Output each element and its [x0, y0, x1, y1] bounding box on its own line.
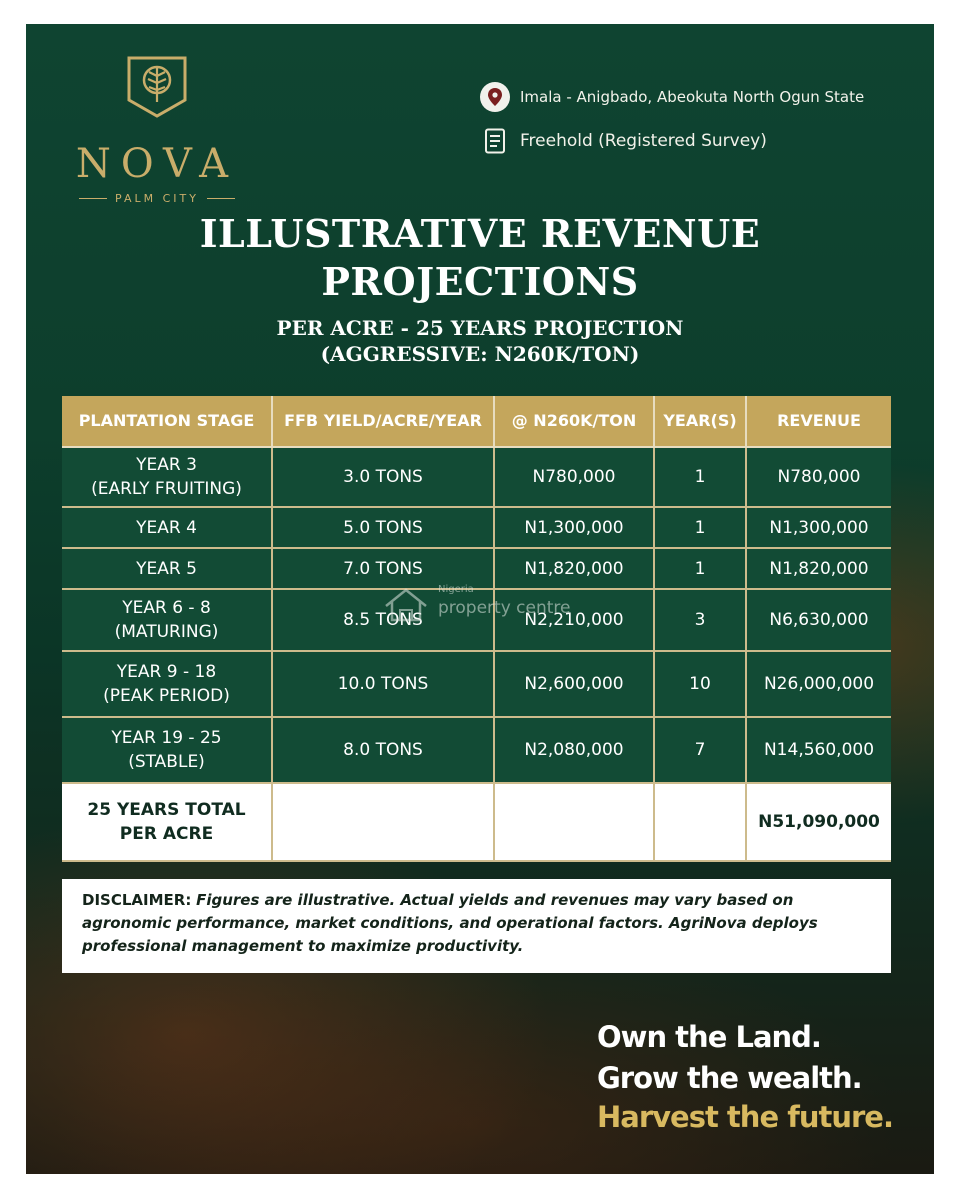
table-row	[62, 508, 891, 549]
stage-cell: YEAR 5	[62, 549, 273, 590]
header-stage: PLANTATION STAGE	[62, 396, 273, 448]
yield-cell: 8.0 TONS	[273, 718, 495, 784]
total-empty-cell	[273, 784, 495, 862]
title-line-2: PROJECTIONS	[321, 259, 639, 304]
header-price: @ N260K/TON	[495, 396, 655, 448]
disclaimer-box	[62, 879, 891, 973]
years-cell: 1	[655, 448, 747, 508]
nova-logo	[64, 54, 250, 205]
location-text: Imala - Anigbado, Abeokuta North Ogun State	[520, 88, 865, 106]
total-label-cell	[62, 784, 273, 862]
total-empty-cell	[655, 784, 747, 862]
brand-tagline	[64, 192, 250, 205]
revenue-cell: N6,630,000	[747, 590, 891, 652]
yield-cell: 7.0 TONS	[273, 549, 495, 590]
stage-note: (EARLY FRUITING)	[91, 479, 242, 499]
disclaimer-text: Figures are illustrative. Actual yields and revenues may vary based on agronomic performance, market conditions, and operational factors. AgriNova deploys professional management to maximize productivity.	[82, 891, 818, 955]
revenue-cell: N1,300,000	[747, 508, 891, 549]
revenue-cell: N14,560,000	[747, 718, 891, 784]
location-pin-icon	[480, 82, 510, 112]
disclaimer-label: DISCLAIMER:	[82, 891, 192, 909]
table-row	[62, 652, 891, 718]
revenue-cell: N1,820,000	[747, 549, 891, 590]
table-row	[62, 718, 891, 784]
header-revenue: REVENUE	[747, 396, 891, 448]
table-total-row	[62, 784, 891, 862]
title-type-text: Freehold (Registered Survey)	[520, 131, 767, 151]
stage-cell	[62, 718, 273, 784]
years-cell: 1	[655, 549, 747, 590]
yield-cell: 8.5 TONS	[273, 590, 495, 652]
price-cell: N2,210,000	[495, 590, 655, 652]
palm-leaf-icon	[125, 54, 189, 120]
subtitle-line-2: (AGGRESSIVE: N260K/TON)	[320, 342, 640, 366]
revenue-cell: N780,000	[747, 448, 891, 508]
years-cell: 7	[655, 718, 747, 784]
watermark-small-text: Nigeria	[438, 584, 474, 595]
stage-note: (PEAK PERIOD)	[103, 686, 230, 706]
page-title	[26, 210, 934, 306]
watermark	[382, 582, 612, 626]
total-label-line-2: PER ACRE	[119, 824, 214, 844]
location-info	[480, 82, 900, 112]
page-subtitle	[26, 315, 934, 367]
total-revenue-cell: N51,090,000	[747, 784, 891, 862]
tagline-line-3: Harvest the future.	[597, 1100, 893, 1134]
yield-cell: 3.0 TONS	[273, 448, 495, 508]
stage-note: (MATURING)	[114, 622, 219, 642]
revenue-cell: N26,000,000	[747, 652, 891, 718]
stage-note: (STABLE)	[128, 752, 205, 772]
price-cell: N1,300,000	[495, 508, 655, 549]
price-cell: N780,000	[495, 448, 655, 508]
stage-cell	[62, 448, 273, 508]
price-cell: N2,600,000	[495, 652, 655, 718]
table-row	[62, 448, 891, 508]
table-header-row	[62, 396, 891, 448]
yield-cell: 10.0 TONS	[273, 652, 495, 718]
title-type-info	[480, 126, 900, 156]
document-icon	[480, 126, 510, 156]
total-label-line-1: 25 YEARS TOTAL	[87, 800, 246, 820]
brand-tagline-text: PALM CITY	[115, 192, 199, 205]
stage-cell: YEAR 4	[62, 508, 273, 549]
header-years: YEAR(S)	[655, 396, 747, 448]
total-empty-cell	[495, 784, 655, 862]
stage-cell	[62, 652, 273, 718]
tagline-line-2: Grow the wealth.	[597, 1061, 862, 1095]
tagline-line-1: Own the Land.	[597, 1020, 821, 1054]
yield-cell: 5.0 TONS	[273, 508, 495, 549]
price-cell: N1,820,000	[495, 549, 655, 590]
price-cell: N2,080,000	[495, 718, 655, 784]
flyer-card	[26, 24, 934, 1174]
revenue-table	[62, 396, 891, 862]
stage-label: YEAR 6 - 8	[122, 598, 211, 618]
brand-name: NOVA	[75, 141, 239, 187]
stage-label: YEAR 19 - 25	[111, 728, 222, 748]
stage-label: YEAR 9 - 18	[116, 662, 217, 682]
subtitle-line-1: PER ACRE - 25 YEARS PROJECTION	[276, 316, 684, 340]
years-cell: 1	[655, 508, 747, 549]
title-line-1: ILLUSTRATIVE REVENUE	[199, 211, 761, 256]
header-yield: FFB YIELD/ACRE/YEAR	[273, 396, 495, 448]
stage-label: YEAR 3	[136, 455, 197, 475]
stage-cell	[62, 590, 273, 652]
watermark-big-text: property centre	[438, 598, 571, 618]
house-icon	[382, 586, 430, 624]
years-cell: 10	[655, 652, 747, 718]
years-cell: 3	[655, 590, 747, 652]
